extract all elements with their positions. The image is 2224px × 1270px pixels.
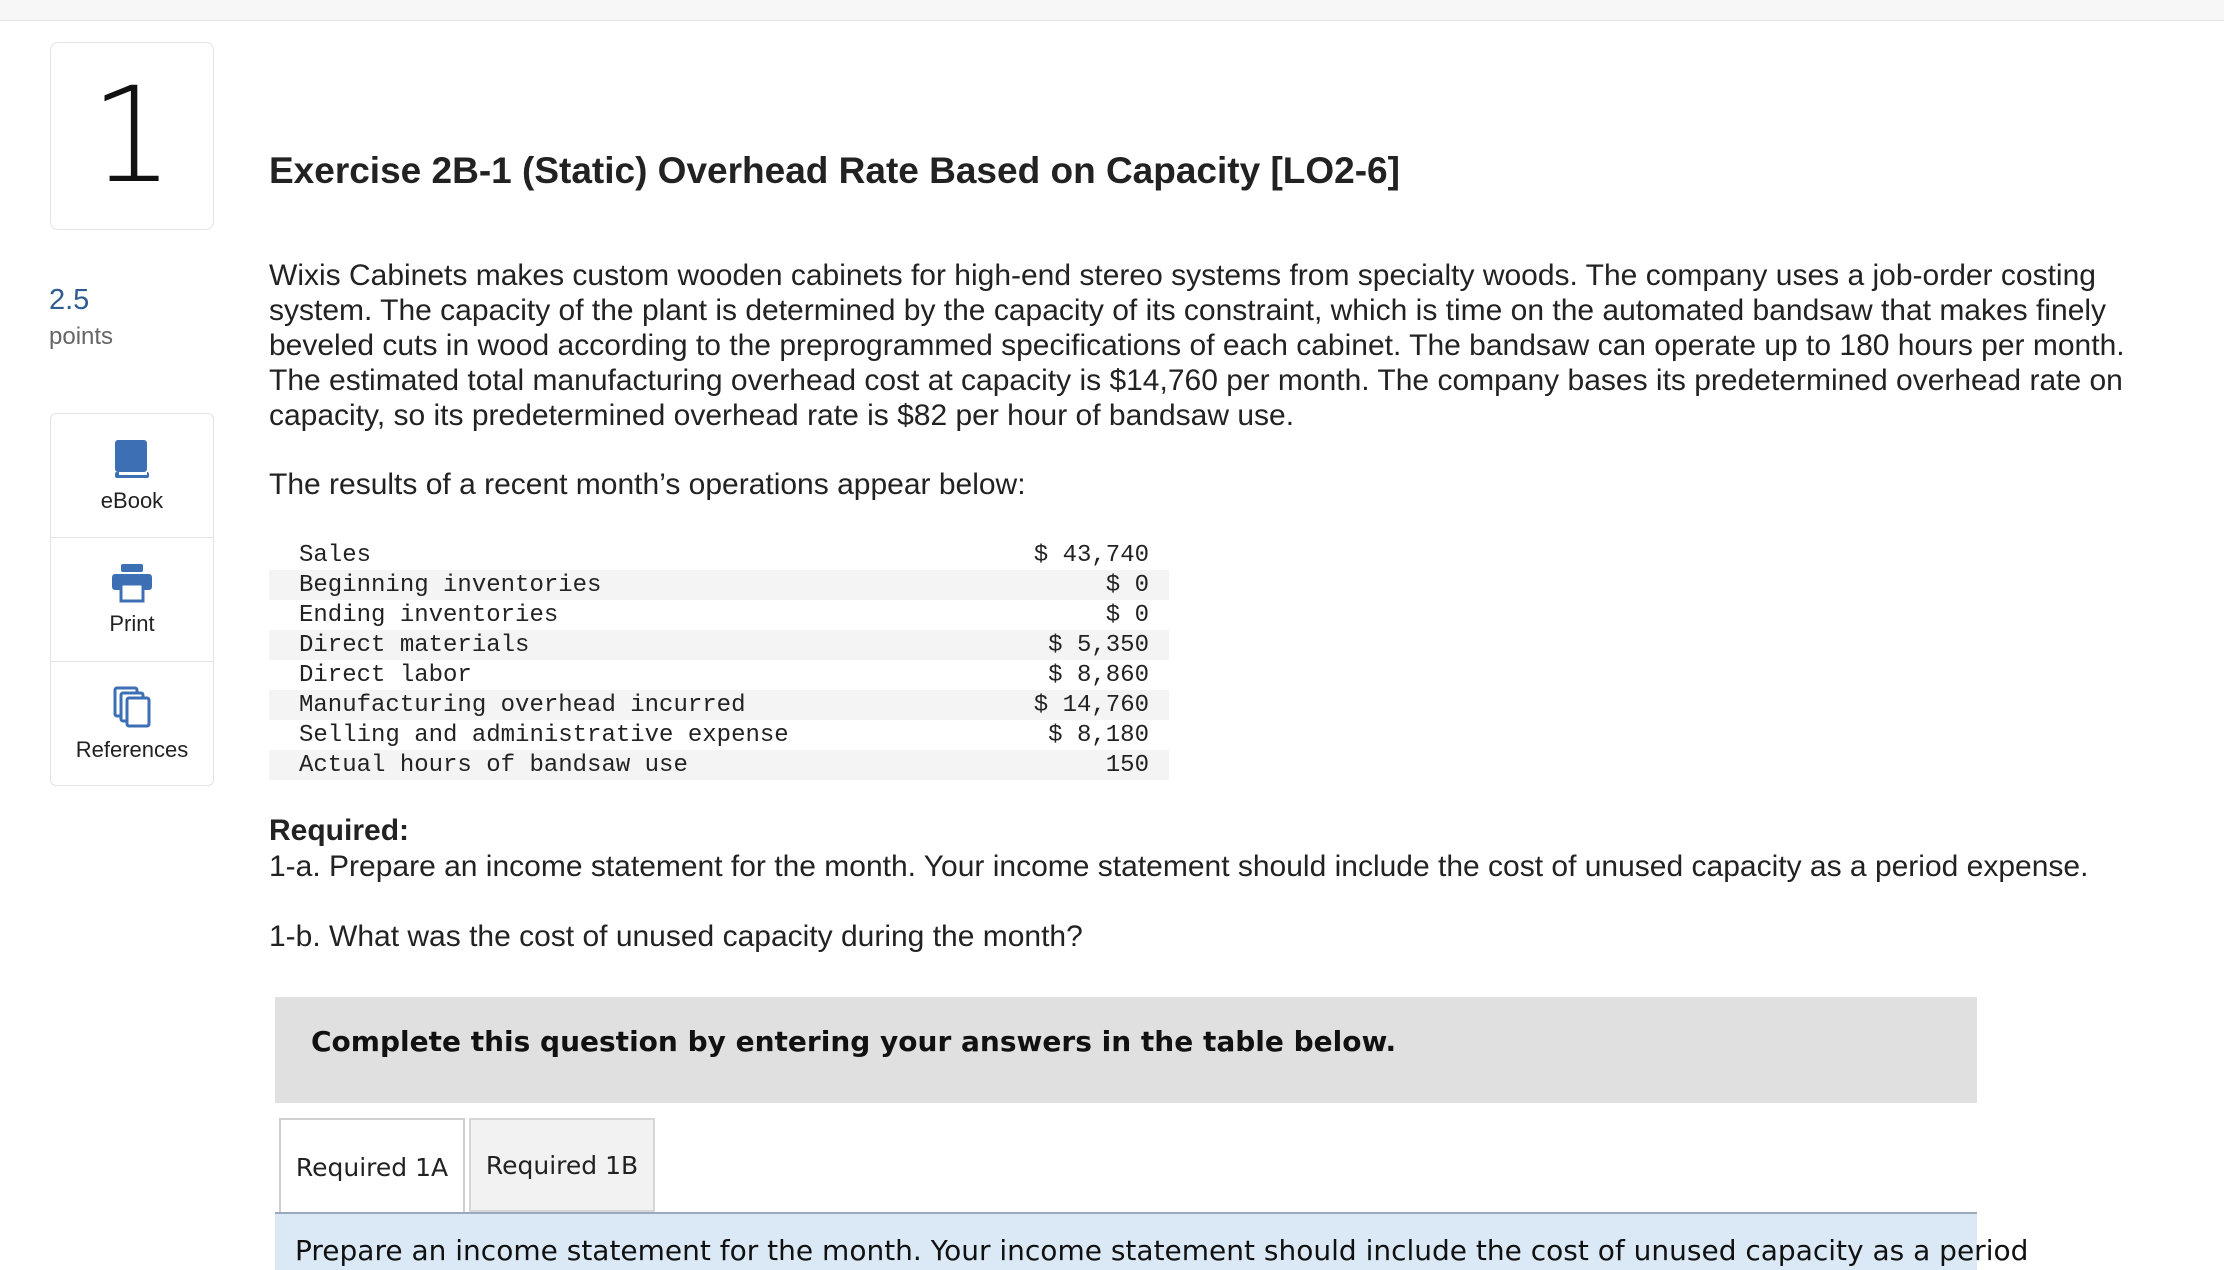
operations-table bbox=[269, 540, 1169, 780]
tab-prompt-text: Prepare an income statement for the month. Your income statement should include the cost of unused capacity as a period bbox=[295, 1234, 2029, 1267]
copy-icon bbox=[112, 685, 152, 729]
required-heading: Required: bbox=[269, 814, 410, 847]
references-label: References bbox=[75, 736, 189, 762]
tools-panel bbox=[50, 413, 214, 786]
top-bar bbox=[0, 0, 2224, 21]
book-icon bbox=[113, 438, 151, 480]
row-value: $ 14,760 bbox=[959, 690, 1169, 720]
question-number-box bbox=[50, 42, 214, 230]
row-value: $ 5,350 bbox=[959, 630, 1169, 660]
row-label: Selling and administrative expense bbox=[299, 721, 789, 749]
table-row bbox=[269, 720, 1169, 750]
table-row bbox=[269, 600, 1169, 630]
row-value: $ 43,740 bbox=[1033, 541, 1149, 569]
instruction-text: Complete this question by entering your answers in the table below. bbox=[311, 1025, 1397, 1058]
table-row bbox=[269, 690, 1169, 720]
row-value: $ 8,860 bbox=[1048, 661, 1149, 689]
required-1b: 1-b. What was the cost of unused capacity during the month? bbox=[269, 920, 1083, 953]
question-number: 1 bbox=[90, 59, 174, 213]
references-button[interactable] bbox=[51, 662, 213, 785]
row-label: Actual hours of bandsaw use bbox=[269, 750, 959, 780]
row-value: $ 0 bbox=[959, 570, 1169, 600]
tab-prompt-box bbox=[275, 1214, 2029, 1270]
row-label: Manufacturing overhead incurred bbox=[269, 690, 959, 720]
points-value: 2.5 bbox=[49, 284, 90, 316]
table-row bbox=[269, 630, 1169, 660]
exercise-title: Exercise 2B-1 (Static) Overhead Rate Based on Capacity [LO2-6] bbox=[269, 150, 1400, 191]
instruction-box bbox=[275, 997, 1977, 1103]
printer-icon bbox=[110, 563, 154, 603]
row-label: Direct labor bbox=[299, 661, 472, 689]
row-label: Sales bbox=[299, 541, 372, 569]
table-row bbox=[269, 750, 1169, 780]
row-label: Beginning inventories bbox=[269, 570, 959, 600]
row-value: 150 bbox=[959, 750, 1169, 780]
required-1a: 1-a. Prepare an income statement for the month. Your income statement should include the cost of unused capacity as a period expense. bbox=[269, 850, 2089, 883]
row-value: $ 8,180 bbox=[1048, 721, 1149, 749]
row-label: Direct materials bbox=[269, 630, 959, 660]
points-label: points bbox=[49, 323, 114, 350]
table-row bbox=[269, 540, 1169, 570]
ebook-label: eBook bbox=[100, 487, 164, 513]
row-label: Ending inventories bbox=[299, 601, 559, 629]
tab-required-1b[interactable]: Required 1B bbox=[469, 1118, 655, 1212]
print-button[interactable] bbox=[51, 538, 213, 662]
row-value: $ 0 bbox=[1105, 601, 1149, 629]
results-intro: The results of a recent month’s operations appear below: bbox=[269, 468, 1026, 501]
print-label: Print bbox=[109, 610, 155, 636]
ebook-button[interactable] bbox=[51, 414, 213, 538]
table-row bbox=[269, 570, 1169, 600]
table-row bbox=[269, 660, 1169, 690]
intro-paragraph: Wixis Cabinets makes custom wooden cabinets for high-end stereo systems from specialty woods. The company uses a job-order costing system. The capacity of the plant is determined by the capacity of its constraint, which is time on the automated bandsaw that makes finely beveled cuts in wood according to the preprogrammed specifications of each cabinet. The bandsaw can operate up to 180 hours per month. The estimated total manufacturing overhead cost at capacity is $14,760 per month. The company bases its predetermined overhead rate on capacity, so its predetermined overhead rate is $82 per hour of bandsaw use. bbox=[269, 259, 2125, 432]
tab-required-1a[interactable]: Required 1A bbox=[279, 1118, 465, 1214]
